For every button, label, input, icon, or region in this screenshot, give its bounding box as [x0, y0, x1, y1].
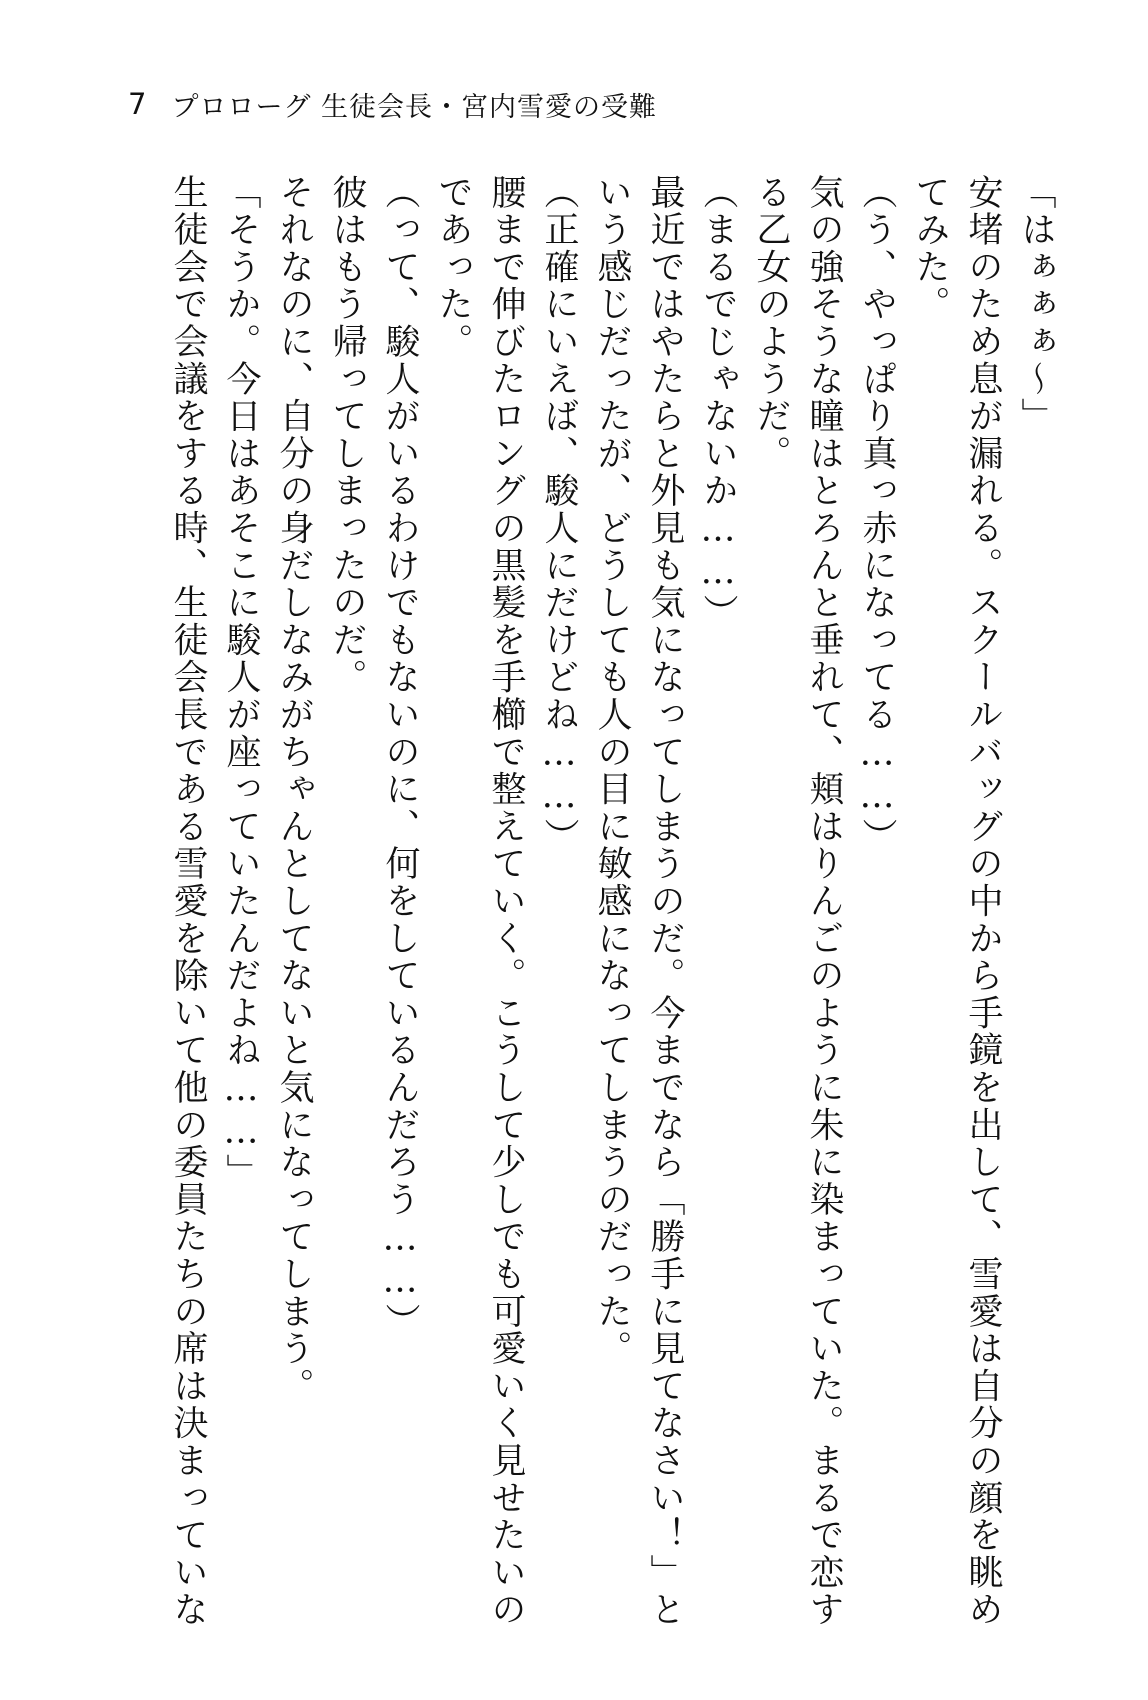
- text-column-8: 最近ではやたらと外見も気になってしまうのだ。今までなら「勝手に見てなさい！」と: [645, 174, 685, 1629]
- text-column-11: 腰まで伸びたロングの黒髪を手櫛で整えていく。こうして少しでも可愛いく見せたいの: [486, 174, 526, 1629]
- vertical-text-block: [168, 174, 1056, 1629]
- text-column-7: （まるでじゃないか……）: [698, 174, 738, 632]
- page-number: 7: [128, 87, 148, 121]
- text-column-2: 安堵のため息が漏れる。スクールバッグの中から手鏡を出して、雪愛は自分の顔を眺め: [963, 174, 1003, 1629]
- text-column-3: てみた。: [910, 174, 950, 324]
- running-head: [128, 84, 657, 124]
- text-column-10: （正確にいえば、駿人にだけどね……）: [539, 174, 579, 856]
- text-column-17: 生徒会で会議をする時、生徒会長である雪愛を除いて他の委員たちの席は決まっていな: [168, 174, 208, 1629]
- text-column-15: それなのに、自分の身だしなみがちゃんとしてないと気になってしまう。: [274, 174, 314, 1405]
- text-column-16: 「そうか。今日はあそこに駿人が座っていたんだよね……」: [221, 174, 261, 1192]
- chapter-title: プロローグ 生徒会長・宮内雪愛の受難: [171, 91, 658, 123]
- text-column-1: 「はぁぁぁ～」: [1016, 174, 1056, 436]
- text-column-12: であった。: [433, 174, 473, 361]
- text-column-14: 彼はもう帰ってしまったのだ。: [327, 174, 367, 697]
- text-column-4: （う、やっぱり真っ赤になってる……）: [857, 174, 897, 856]
- text-column-6: る乙女のようだ。: [751, 174, 791, 473]
- text-column-9: いう感じだったが、どうしても人の目に敏感になってしまうのだった。: [592, 174, 632, 1368]
- text-column-5: 気の強そうな瞳はとろんと垂れて、頬はりんごのように朱に染まっていた。まるで恋す: [804, 174, 844, 1629]
- text-column-13: （って、駿人がいるわけでもないのに、何をしているんだろう……）: [380, 174, 420, 1341]
